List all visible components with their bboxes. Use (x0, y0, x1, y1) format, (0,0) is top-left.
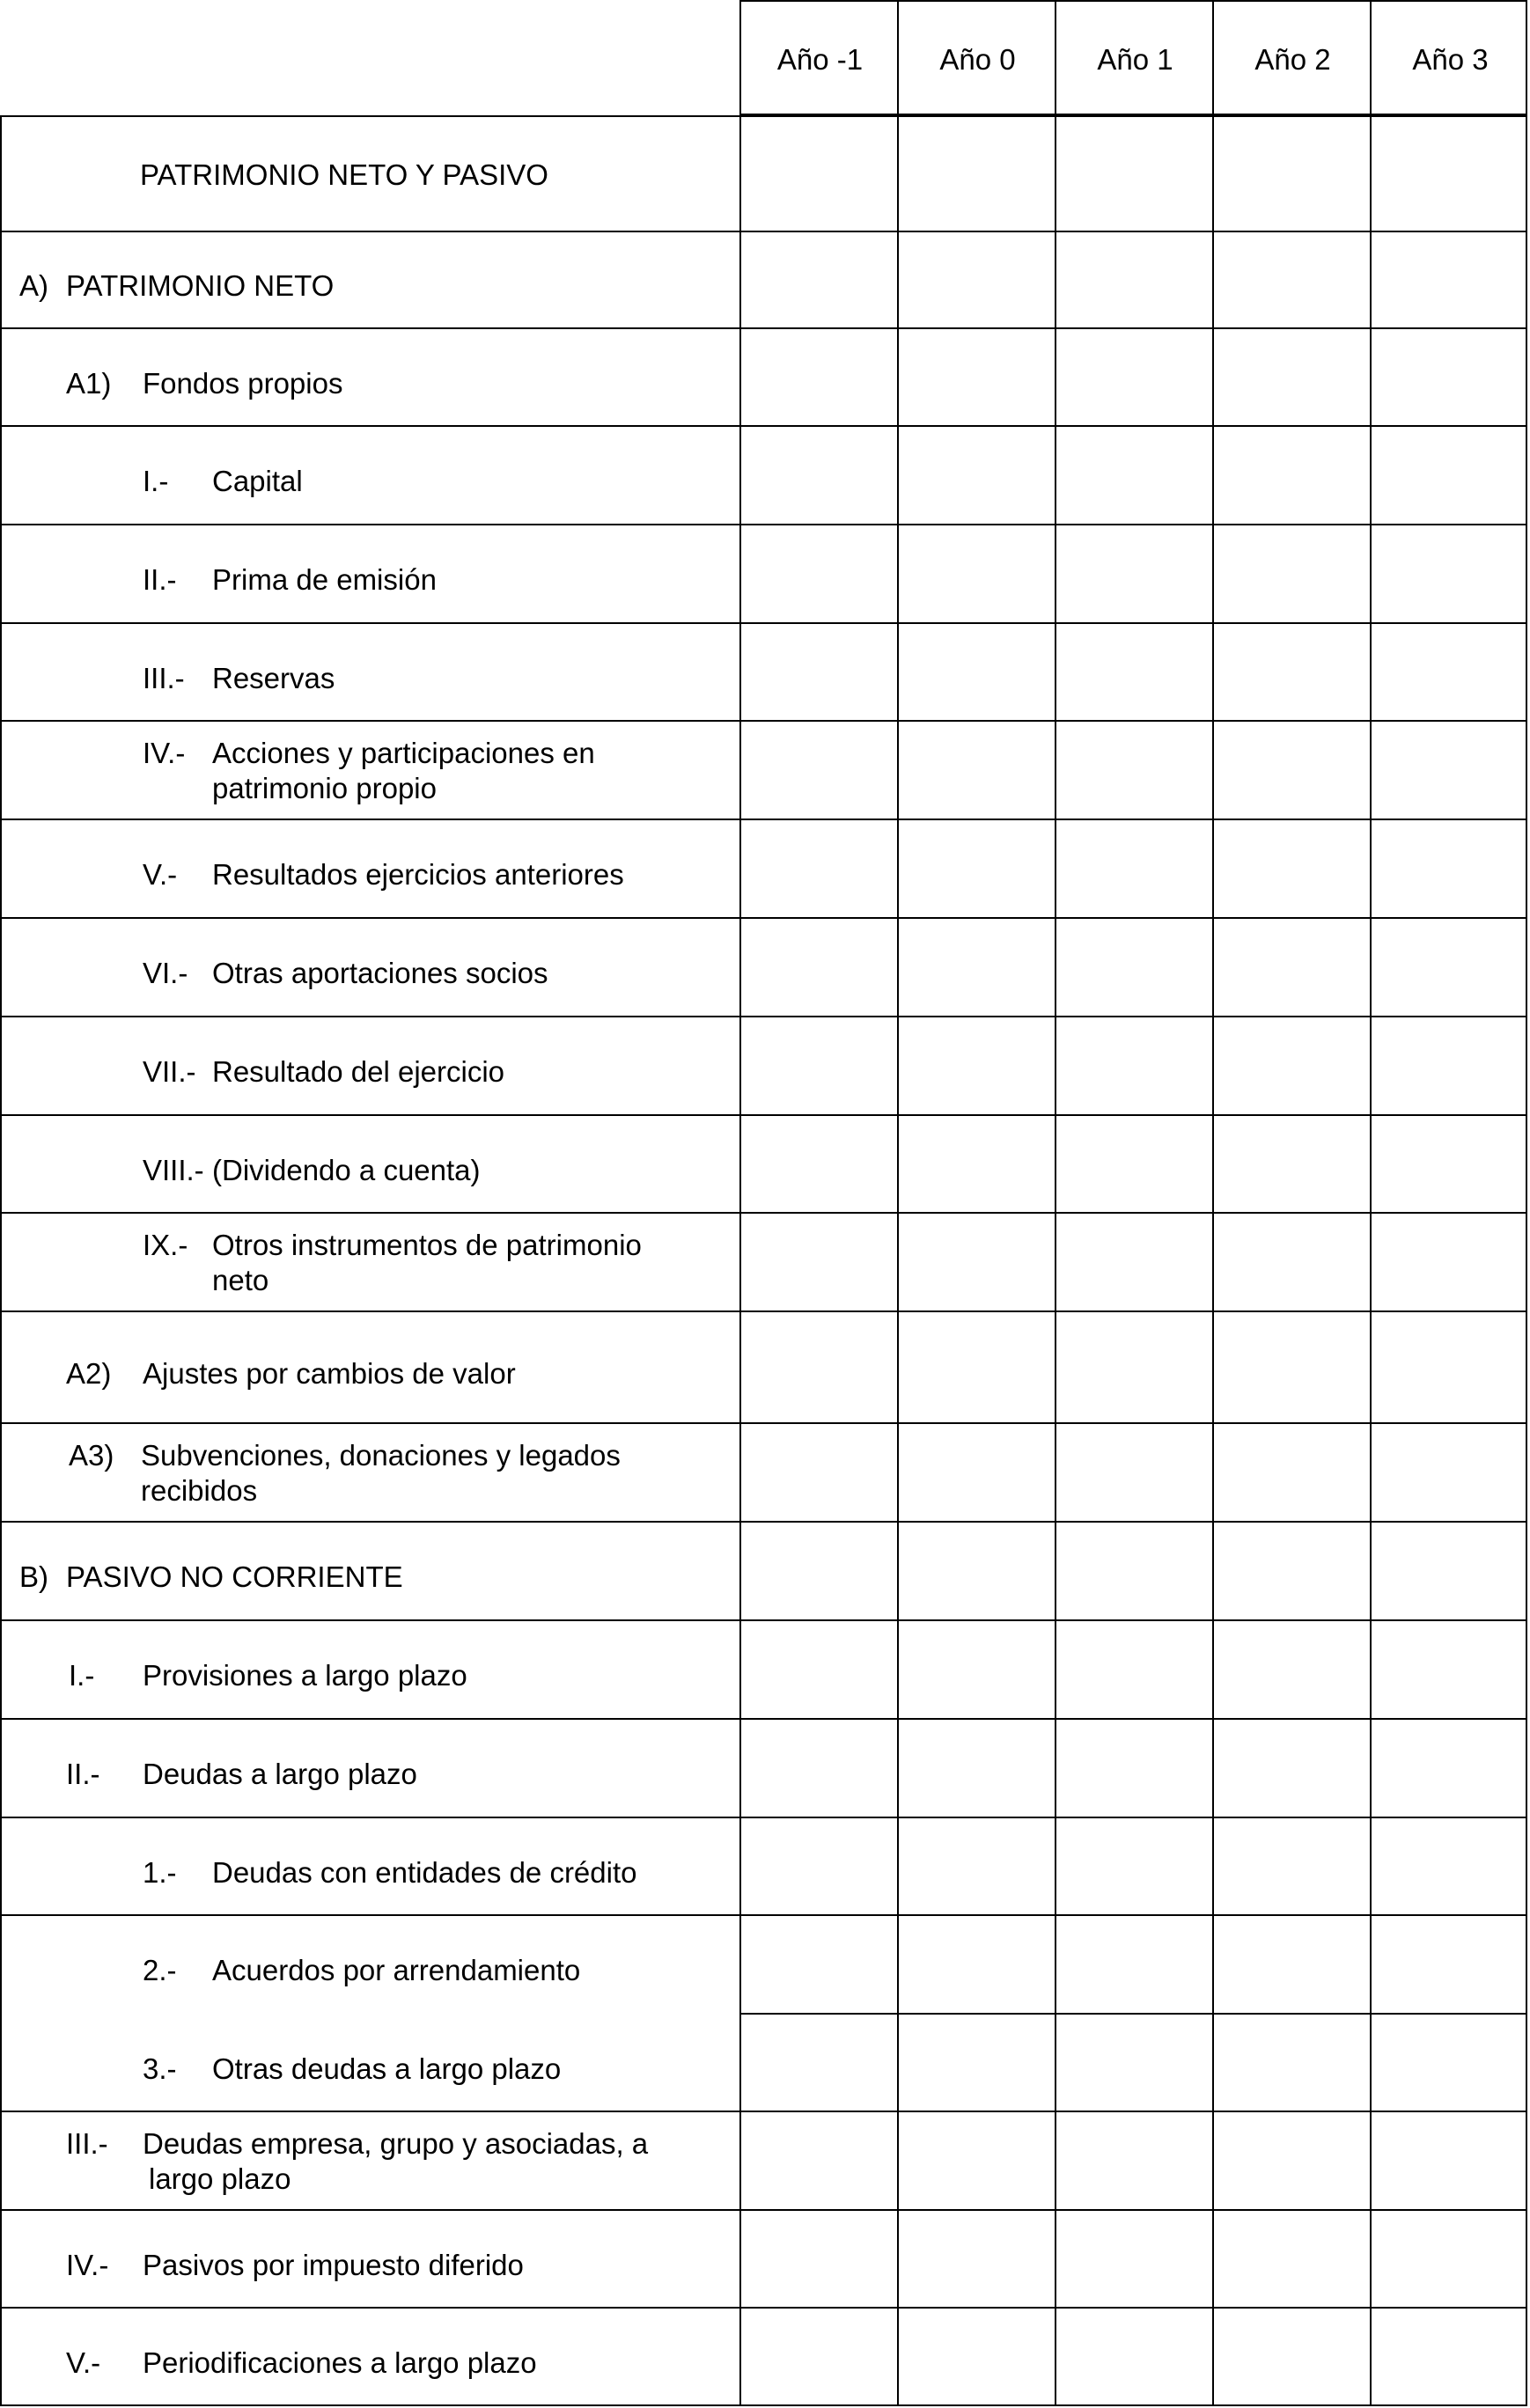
row-label-cell (0, 1424, 739, 1523)
value-cell (1370, 2309, 1527, 2406)
value-cell (1212, 1214, 1370, 1312)
value-cell (1055, 1312, 1212, 1424)
value-cell (1212, 1916, 1370, 2015)
row-label-cell (0, 1116, 739, 1214)
value-cell (1055, 722, 1212, 820)
row-text: Deudas a largo plazo (143, 1758, 417, 1790)
value-cell (1055, 1017, 1212, 1116)
row-text: Provisiones a largo plazo (143, 1659, 467, 1692)
row-text: PASIVO NO CORRIENTE (66, 1560, 403, 1593)
value-cell (897, 820, 1055, 919)
row-number: V.- (66, 2346, 101, 2379)
value-cell (897, 232, 1055, 329)
value-cell (1370, 1720, 1527, 1818)
value-cell (1055, 1818, 1212, 1916)
value-cell (1370, 1116, 1527, 1214)
header-year-1 (1055, 0, 1212, 115)
value-cell (897, 427, 1055, 525)
value-cell (739, 1621, 897, 1720)
row-text: Otros instrumentos de patrimonio (212, 1229, 642, 1261)
row-number: 3.- (143, 2052, 177, 2085)
row-number: III.- (66, 2127, 108, 2160)
value-cell (1055, 919, 1212, 1017)
value-cell (739, 1720, 897, 1818)
value-cell (739, 2211, 897, 2309)
value-cell (1212, 1818, 1370, 1916)
row-number: II.- (66, 1758, 100, 1790)
value-cell (1370, 722, 1527, 820)
value-cell (1212, 2211, 1370, 2309)
value-cell (1055, 1621, 1212, 1720)
year-label: Año 2 (1254, 43, 1331, 76)
value-cell (897, 1621, 1055, 1720)
row-number: II.- (143, 563, 177, 596)
value-cell (1212, 1017, 1370, 1116)
header-year-minus1 (739, 0, 897, 115)
value-cell (1370, 2015, 1527, 2112)
value-cell (1055, 427, 1212, 525)
value-cell (897, 329, 1055, 427)
value-cell (1212, 525, 1370, 624)
row-label-cell (0, 820, 739, 919)
value-cell (1212, 427, 1370, 525)
year-label: Año 0 (939, 43, 1016, 76)
title-value-cell (1055, 115, 1212, 232)
row-number: A) (19, 269, 48, 302)
value-cell (1212, 1312, 1370, 1424)
value-cell (897, 2112, 1055, 2211)
value-cell (1212, 919, 1370, 1017)
value-cell (897, 1424, 1055, 1523)
value-cell (1370, 820, 1527, 919)
value-cell (739, 1214, 897, 1312)
title-value-cell (1370, 115, 1527, 232)
value-cell (1370, 1621, 1527, 1720)
row-label-cell (0, 2211, 739, 2309)
value-cell (1370, 1916, 1527, 2015)
value-cell (1055, 624, 1212, 722)
header-year-3 (1370, 0, 1527, 115)
row-text-continued: patrimonio propio (212, 772, 437, 804)
value-cell (1212, 2112, 1370, 2211)
row-number: A2) (66, 1356, 112, 1390)
row-number: IX.- (143, 1229, 188, 1261)
value-cell (1055, 1720, 1212, 1818)
value-cell (1212, 1116, 1370, 1214)
value-cell (897, 2015, 1055, 2112)
value-cell (897, 722, 1055, 820)
title-value-cell (897, 115, 1055, 232)
row-text: Periodificaciones a largo plazo (143, 2346, 537, 2379)
row-number: I.- (69, 1659, 95, 1692)
value-cell (739, 1523, 897, 1621)
value-cell (1055, 1424, 1212, 1523)
value-cell (1370, 919, 1527, 1017)
value-cell (739, 2015, 897, 2112)
row-number: VIII.- (143, 1153, 204, 1186)
value-cell (1212, 1523, 1370, 1621)
value-cell (739, 1818, 897, 1916)
row-text: Deudas con entidades de crédito (212, 1855, 637, 1889)
value-cell (1212, 2015, 1370, 2112)
value-cell (1212, 232, 1370, 329)
row-number: 1.- (143, 1855, 177, 1889)
row-label-cell (0, 2015, 739, 2112)
row-text-continued: recibidos (141, 1474, 258, 1507)
row-number: I.- (143, 465, 169, 497)
value-cell (1055, 2015, 1212, 2112)
value-cell (897, 1017, 1055, 1116)
row-label-cell (0, 1621, 739, 1720)
value-cell (897, 2211, 1055, 2309)
row-text: Deudas empresa, grupo y asociadas, a (143, 2127, 649, 2160)
value-cell (1055, 1523, 1212, 1621)
row-text: Subvenciones, donaciones y legados (141, 1439, 621, 1472)
row-number: IV.- (143, 737, 186, 769)
value-cell (1370, 1424, 1527, 1523)
value-cell (1212, 2309, 1370, 2406)
value-cell (739, 2309, 897, 2406)
value-cell (739, 919, 897, 1017)
value-cell (1055, 2112, 1212, 2211)
row-text: Acuerdos por arrendamiento (212, 1954, 581, 1986)
year-label: Año -1 (776, 43, 864, 76)
value-cell (1055, 525, 1212, 624)
row-label-cell (0, 329, 739, 427)
value-cell (739, 329, 897, 427)
value-cell (1055, 329, 1212, 427)
row-text-continued: neto (212, 1264, 269, 1296)
value-cell (1370, 525, 1527, 624)
row-label-cell (0, 1818, 739, 1916)
row-label-cell (0, 1916, 739, 2015)
row-label-cell (0, 1720, 739, 1818)
value-cell (1055, 1916, 1212, 2015)
row-text: Acciones y participaciones en (212, 737, 595, 769)
row-text: Resultados ejercicios anteriores (212, 858, 624, 891)
row-number: A3) (69, 1439, 114, 1472)
value-cell (1370, 1818, 1527, 1916)
value-cell (1370, 329, 1527, 427)
value-cell (739, 427, 897, 525)
value-cell (739, 2112, 897, 2211)
value-cell (739, 1017, 897, 1116)
row-number: III.- (143, 661, 185, 694)
row-number: V.- (143, 858, 178, 891)
row-number: VI.- (143, 957, 188, 989)
year-label: Año 1 (1097, 43, 1173, 76)
value-cell (897, 1523, 1055, 1621)
value-cell (1212, 624, 1370, 722)
value-cell (1370, 2112, 1527, 2211)
row-text: PATRIMONIO NETO (66, 269, 335, 302)
value-cell (897, 919, 1055, 1017)
row-label-cell (0, 427, 739, 525)
value-cell (1370, 2211, 1527, 2309)
value-cell (1370, 1312, 1527, 1424)
row-number: IV.- (66, 2248, 109, 2281)
section-title: PATRIMONIO NETO Y PASIVO (140, 158, 548, 191)
value-cell (739, 722, 897, 820)
row-label-cell (0, 722, 739, 820)
value-cell (897, 2309, 1055, 2406)
row-label-cell (0, 1523, 739, 1621)
row-label-cell (0, 525, 739, 624)
row-text-continued: largo plazo (149, 2162, 291, 2195)
row-text: Otras deudas a largo plazo (212, 2052, 562, 2085)
value-cell (1212, 722, 1370, 820)
row-text: Fondos propios (143, 366, 343, 400)
row-label-cell (0, 2309, 739, 2406)
value-cell (1212, 820, 1370, 919)
title-value-cell (1212, 115, 1370, 232)
value-cell (897, 1720, 1055, 1818)
value-cell (1212, 1720, 1370, 1818)
row-text: (Dividendo a cuenta) (212, 1153, 481, 1186)
value-cell (739, 1424, 897, 1523)
row-text: Resultado del ejercicio (212, 1055, 505, 1088)
value-cell (1212, 1424, 1370, 1523)
value-cell (1370, 1017, 1527, 1116)
value-cell (897, 1818, 1055, 1916)
value-cell (739, 1116, 897, 1214)
value-cell (1055, 1214, 1212, 1312)
row-label-cell (0, 232, 739, 329)
value-cell (897, 525, 1055, 624)
year-label: Año 3 (1412, 43, 1489, 76)
row-number: B) (19, 1560, 48, 1593)
value-cell (1370, 1523, 1527, 1621)
value-cell (897, 1916, 1055, 2015)
row-number: VII.- (143, 1055, 196, 1088)
header-year-0 (897, 0, 1055, 115)
value-cell (1055, 2309, 1212, 2406)
section-title-cell (0, 115, 739, 232)
value-cell (739, 820, 897, 919)
title-value-cell (739, 115, 897, 232)
value-cell (1370, 427, 1527, 525)
value-cell (739, 1312, 897, 1424)
row-text: Pasivos por impuesto diferido (143, 2248, 524, 2281)
value-cell (897, 1116, 1055, 1214)
value-cell (1212, 1621, 1370, 1720)
row-text: Reservas (212, 661, 335, 694)
value-cell (897, 624, 1055, 722)
row-number: 2.- (143, 1954, 177, 1986)
value-cell (1370, 1214, 1527, 1312)
row-label-cell (0, 1017, 739, 1116)
value-cell (1055, 1116, 1212, 1214)
row-text: Otras aportaciones socios (212, 957, 548, 989)
value-cell (739, 232, 897, 329)
row-text: Ajustes por cambios de valor (143, 1356, 516, 1390)
value-cell (739, 525, 897, 624)
value-cell (1370, 624, 1527, 722)
value-cell (1055, 232, 1212, 329)
value-cell (1212, 329, 1370, 427)
row-text: Prima de emisión (212, 563, 437, 596)
value-cell (897, 1214, 1055, 1312)
value-cell (1055, 820, 1212, 919)
header-year-2 (1212, 0, 1370, 115)
row-label-cell (0, 1312, 739, 1424)
value-cell (1370, 232, 1527, 329)
row-number: A1) (66, 366, 112, 400)
row-label-cell (0, 1214, 739, 1312)
row-label-cell (0, 2112, 739, 2211)
row-label-cell (0, 624, 739, 722)
row-label-cell (0, 919, 739, 1017)
value-cell (1055, 2211, 1212, 2309)
row-text: Capital (212, 465, 303, 497)
value-cell (739, 1916, 897, 2015)
value-cell (897, 1312, 1055, 1424)
value-cell (739, 624, 897, 722)
